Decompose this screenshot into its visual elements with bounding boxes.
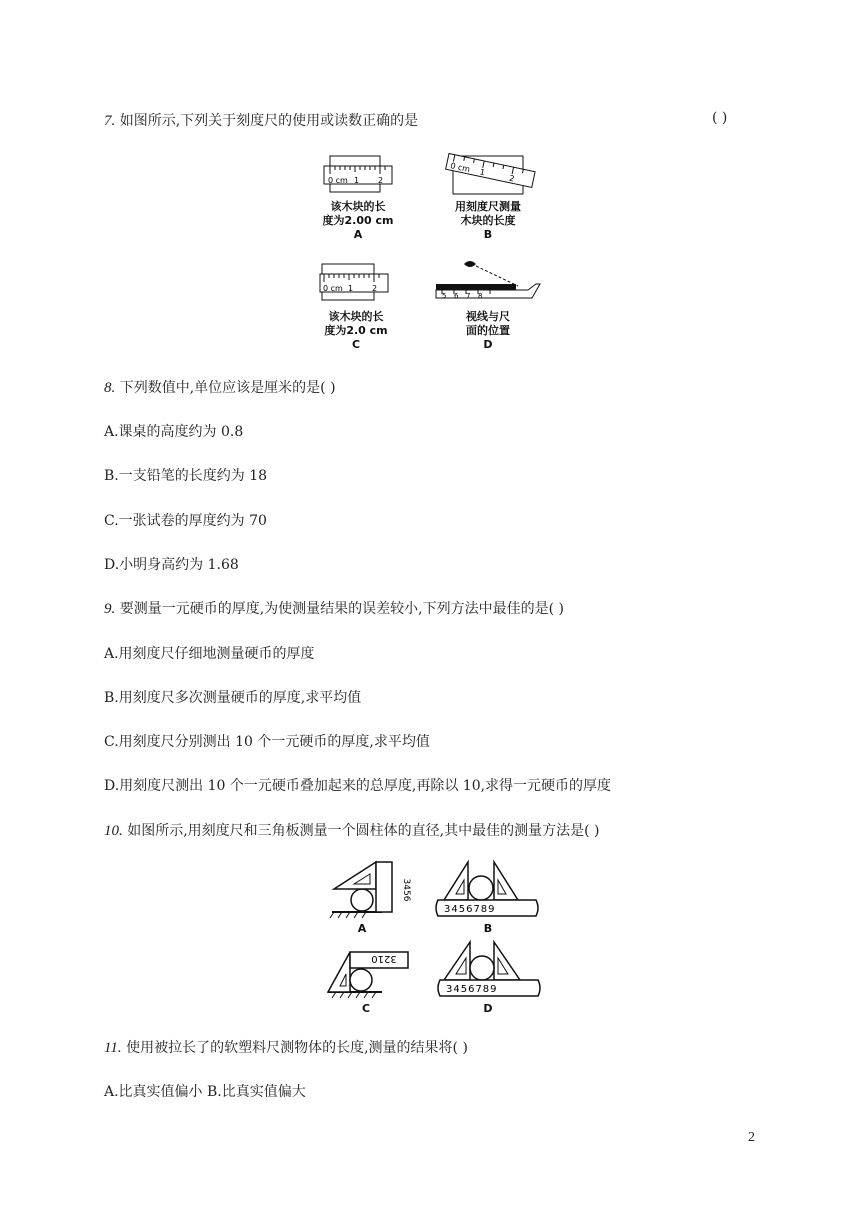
question-10 (104, 820, 599, 840)
ruler-label: 7 (466, 292, 471, 300)
question-text: 如图所示,下列关于刻度尺的使用或读数正确的是 (119, 113, 419, 129)
ruler-label: 3456 (401, 878, 411, 902)
figure-caption: 用刻度尺测量 (455, 200, 521, 213)
figure-letter: D (483, 1002, 493, 1015)
ruler-label: 6 (454, 292, 459, 300)
ruler-label: 3210 (371, 953, 397, 964)
q7-figure-c (320, 264, 388, 351)
question-11 (104, 1037, 468, 1057)
ruler-label: 1 (348, 284, 354, 293)
q7-figure-d (436, 261, 540, 351)
question-number: 11. (104, 1040, 122, 1056)
q7-figure (318, 148, 546, 356)
eye-icon (464, 261, 476, 267)
question-9 (104, 598, 564, 618)
ruler-label: 3456789 (444, 904, 496, 915)
option-b: B.用刻度尺多次测量硬币的厚度,求平均值 (104, 690, 362, 706)
q7-figure-b (446, 153, 535, 241)
ruler-label: 0 cm (449, 161, 471, 175)
figure-letter: A (353, 228, 363, 241)
question-8 (104, 377, 336, 397)
option-a: A.用刻度尺仔细地测量硬币的厚度 (104, 646, 315, 662)
option-c: C.一张试卷的厚度约为 70 (104, 513, 267, 529)
figure-caption: 该木块的长 (328, 310, 384, 323)
question-7 (104, 110, 418, 130)
page-number: 2 (748, 1130, 755, 1145)
figure-caption: 度为2.00 cm (322, 214, 394, 227)
q7-figure-a (323, 156, 394, 241)
ruler-label: 3456789 (446, 984, 498, 995)
question-text: 要测量一元硬币的厚度,为使测量结果的误差较小,下列方法中最佳的是( ) (119, 601, 564, 617)
question-number: 9. (104, 601, 116, 617)
option-d: D.用刻度尺测出 10 个一元硬币叠加起来的总厚度,再除以 10,求得一元硬币的厚度 (104, 778, 612, 794)
option-line: A.比真实值偏小 B.比真实值偏大 (104, 1084, 306, 1100)
figure-letter: B (483, 922, 493, 935)
option-c: C.用刻度尺分别测出 10 个一元硬币的厚度,求平均值 (104, 734, 430, 750)
question-text: 如图所示,用刻度尺和三角板测量一个圆柱体的直径,其中最佳的测量方法是( ) (127, 823, 600, 839)
figure-caption: 木块的长度 (460, 214, 516, 227)
figure-caption: 度为2.0 cm (324, 324, 388, 337)
question-number: 10. (104, 823, 123, 839)
ruler-label: 0 cm (328, 176, 348, 185)
figure-caption: 面的位置 (466, 324, 510, 337)
option-d: D.小明身高约为 1.68 (104, 557, 239, 573)
answer-paren: ( ) (712, 110, 728, 126)
ruler-label: 0 cm (323, 284, 343, 293)
ruler-label: 8 (478, 292, 483, 300)
question-text: 使用被拉长了的软塑料尺测物体的长度,测量的结果将( ) (126, 1040, 468, 1056)
question-number: 7. (104, 113, 116, 129)
ruler-label: 1 (354, 176, 360, 185)
figure-letter: B (483, 228, 493, 241)
q10-figure-a (330, 862, 411, 935)
q10-figure-d (438, 942, 540, 1015)
ruler-label: 2 (508, 173, 516, 184)
figure-letter: D (483, 338, 493, 351)
figure-letter: C (361, 1002, 371, 1015)
ruler-label: 1 (478, 167, 486, 178)
q10-figure-c (328, 952, 408, 1015)
figure-letter: A (357, 922, 367, 935)
ruler-label: 5 (442, 292, 447, 300)
option-b: B.一支铅笔的长度约为 18 (104, 468, 268, 484)
option-a: A.课桌的高度约为 0.8 (104, 424, 244, 440)
question-number: 8. (104, 380, 116, 396)
q10-figure-b (436, 862, 538, 935)
figure-letter: C (351, 338, 361, 351)
ruler-label: 2 (378, 176, 384, 185)
question-text: 下列数值中,单位应该是厘米的是( ) (119, 380, 336, 396)
ruler-label: 2 (372, 284, 378, 293)
q10-figure (322, 856, 548, 1020)
figure-caption: 视线与尺 (466, 310, 510, 323)
figure-caption: 该木块的长 (330, 200, 386, 213)
